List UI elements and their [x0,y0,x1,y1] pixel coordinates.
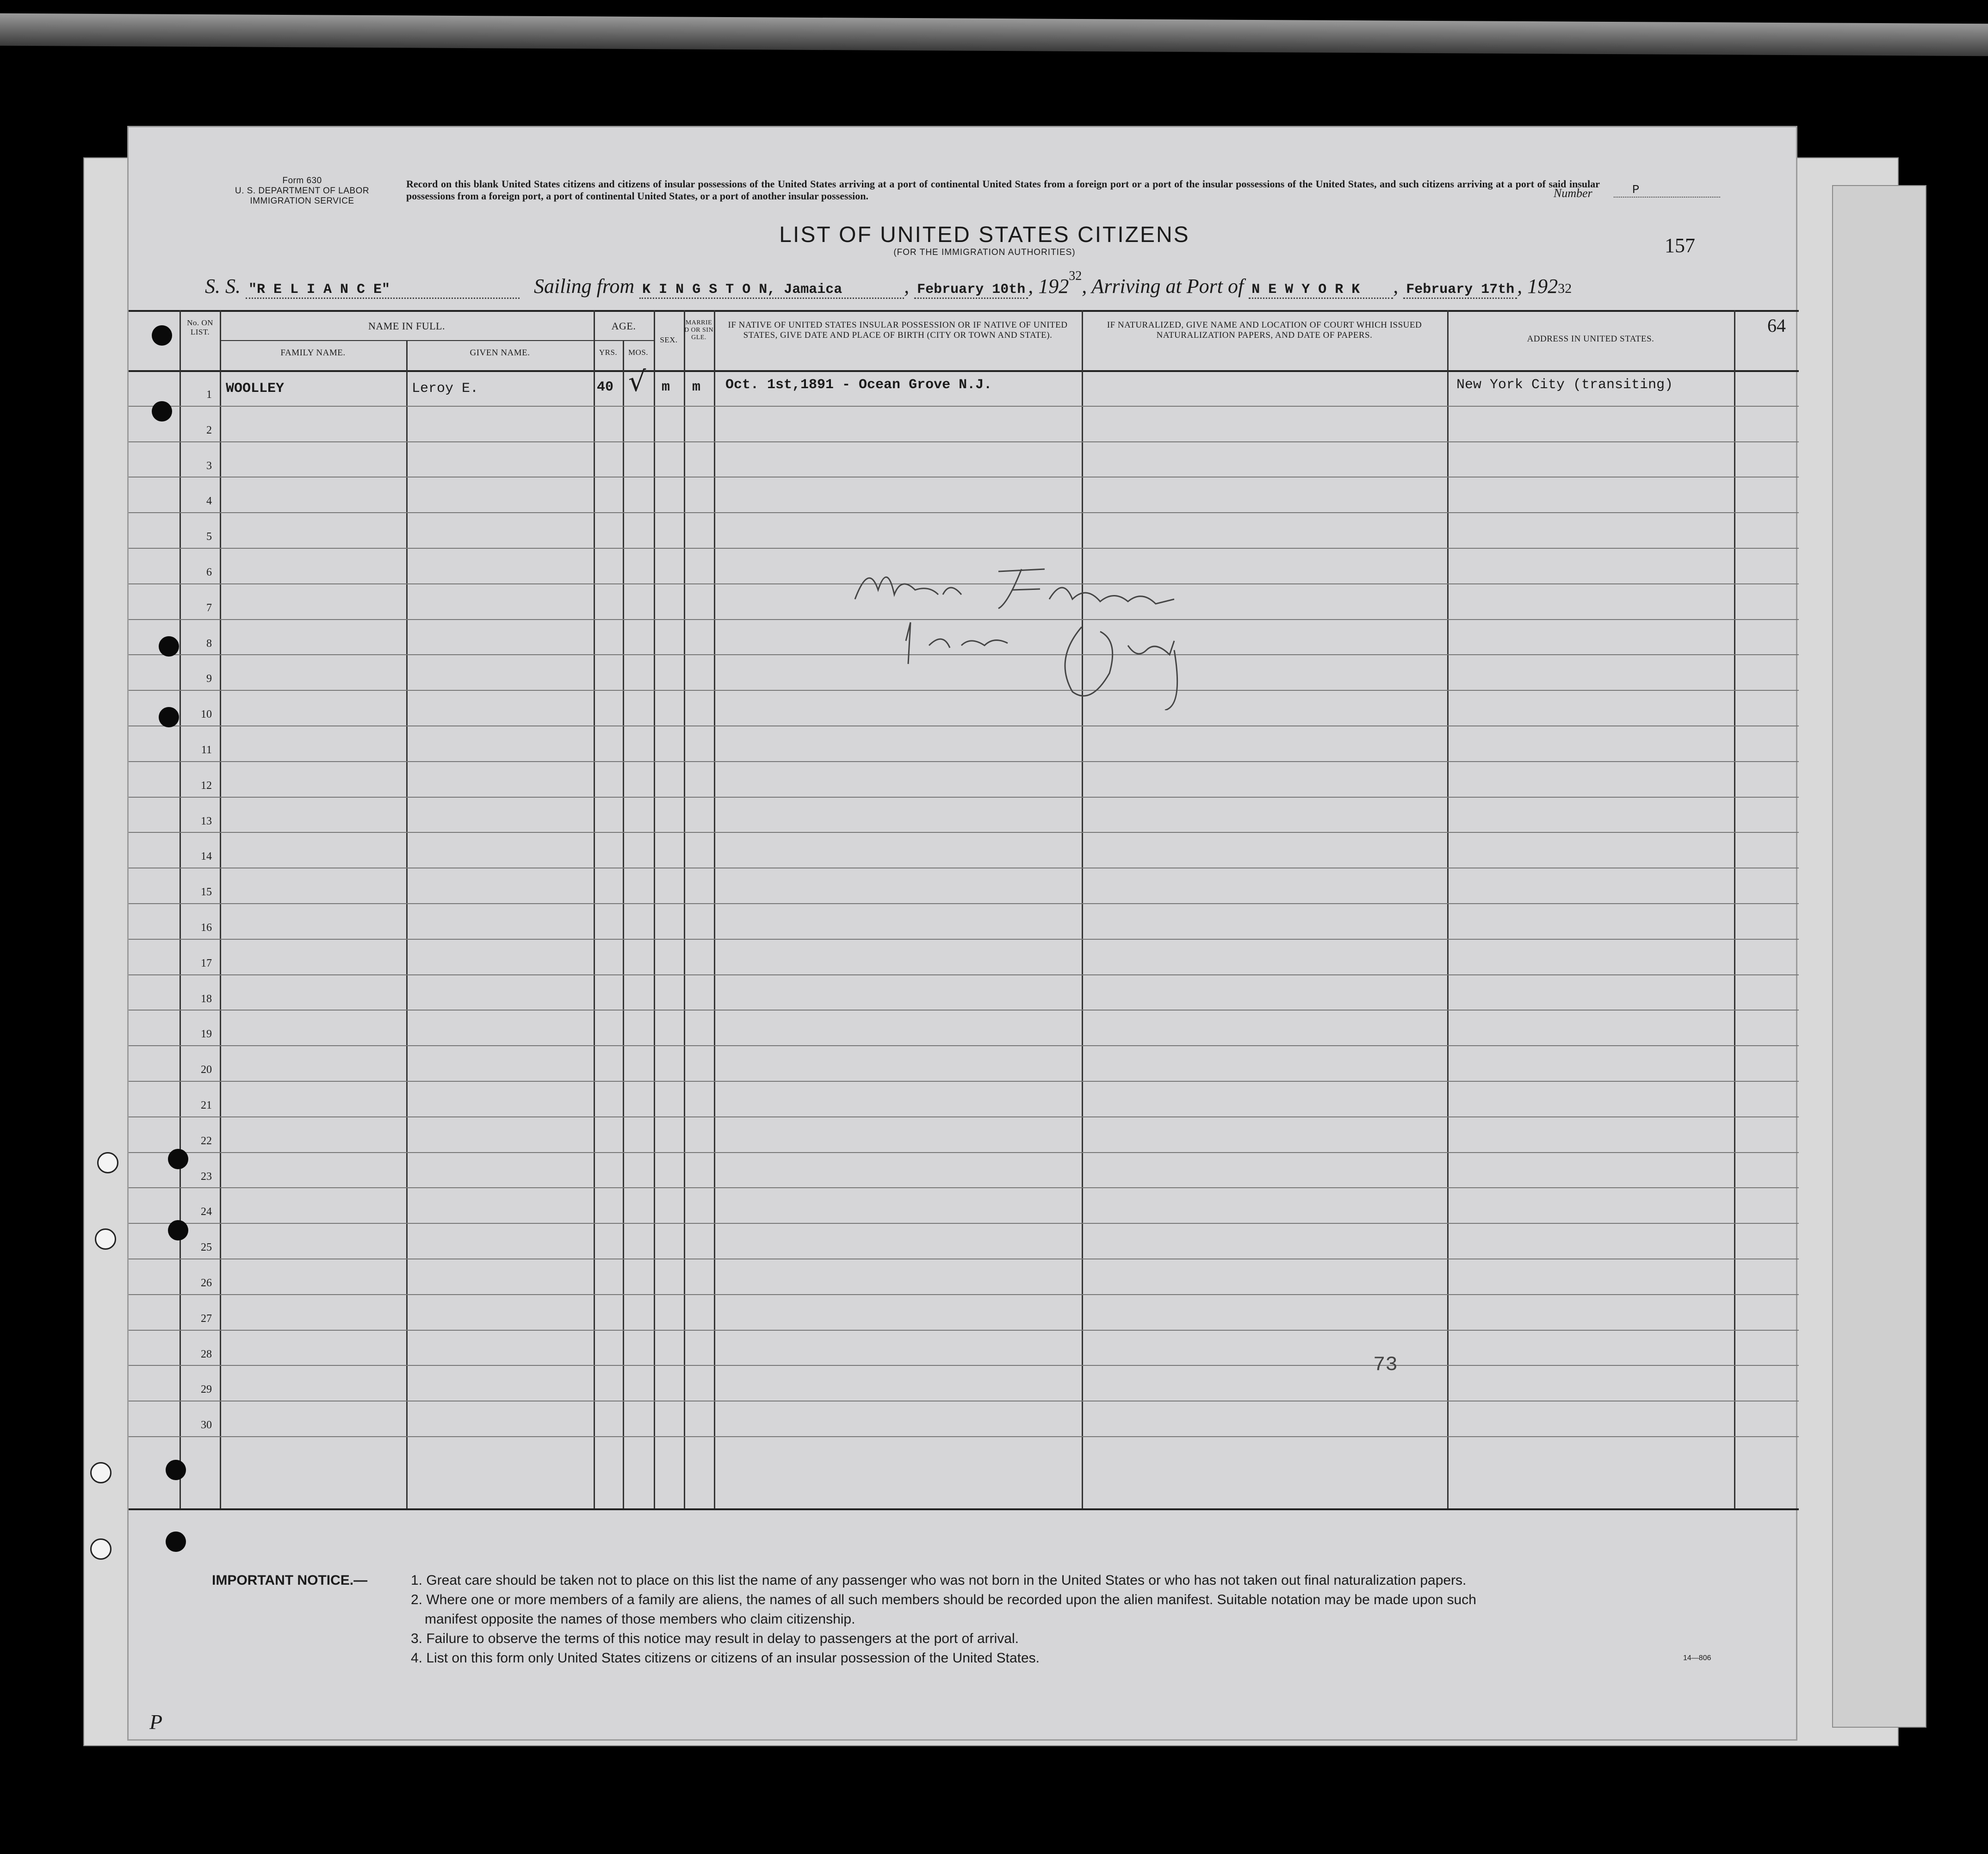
row-rule [129,441,1799,442]
notice-item-4: 4. List on this form only United States citizens or citizens of an insular possession of the United States. [411,1650,1040,1666]
row-rule [129,512,1799,513]
punch-hole [168,1220,188,1240]
punch-hole [159,707,179,727]
row-rule [129,1365,1799,1366]
row-number: 15 [201,886,212,899]
table-top-rule [129,310,1799,312]
table-bottom-rule [129,1508,1799,1510]
row-rule [129,832,1799,833]
row-number: 16 [201,922,212,934]
number-value-text: P [1632,183,1640,197]
row-rule [129,406,1799,407]
passenger-table [129,310,1799,1513]
row-number: 22 [201,1135,212,1147]
row-rule [129,1045,1799,1046]
col-header-family-name: FAMILY NAME. [280,348,346,358]
header-sub-rule [594,340,654,341]
year-suffix-2: 32 [1558,281,1572,296]
row-number: 14 [201,850,212,863]
row-number: 23 [201,1170,212,1183]
row-number: 24 [201,1206,212,1218]
col-header-naturalized: IF NATURALIZED, GIVE NAME AND LOCATION OF COURT WHICH ISSUED NATURALIZATION PAPERS, AND DATE OF PAPERS. [1107,320,1422,340]
department: U. S. DEPARTMENT OF LABOR [235,186,370,196]
row-number: 8 [206,637,212,650]
notice-item-2-cont: manifest opposite the names of those members who claim citizenship. [425,1612,855,1627]
open-punch-hole [90,1538,111,1560]
open-punch-hole [97,1152,118,1173]
header-sub-rule [220,340,594,341]
row-rule [129,1152,1799,1153]
row-number: 28 [201,1348,212,1360]
row-number: 26 [201,1277,212,1289]
voyage-line: S. S. "R E L I A N C E" Sailing from K I N G S T O N, Jamaica , February 10th , $192^{32}$, Arriving at Port of N E W Y O R K , February 17th , 19232 [205,274,1572,299]
entry-birth: Oct. 1st,1891 - Ocean Grove N.J. [725,377,992,393]
col-header-native: IF NATIVE OF UNITED STATES INSULAR POSSESSION OR IF NATIVE OF UNITED STATES, GIVE DATE AND PLACE OF BIRTH (CITY OR TOWN AND STATE). [728,320,1068,340]
entry-age-mos: √ [628,366,646,398]
arriving-label: , Arriving at Port of [1082,275,1244,298]
row-number: 9 [206,673,212,685]
row-rule [129,903,1799,904]
row-rule [129,1081,1799,1082]
punch-hole [168,1149,188,1169]
ship-name: "R E L I A N C E" [246,282,520,299]
col-header-married: MARRIED OR SINGLE. [684,319,714,341]
row-rule [129,761,1799,762]
year-prefix-1: 192 [1038,275,1069,298]
row-rule [129,548,1799,549]
year-sup-1: 32 [1069,269,1082,283]
form-code: 14—806 [1683,1654,1711,1662]
page-number: 157 [1665,234,1695,257]
row-number: 12 [201,779,212,792]
row-number: 7 [206,601,212,614]
stamp-number: 73 [1373,1353,1398,1377]
service: IMMIGRATION SERVICE [250,196,354,206]
row-number: 29 [201,1383,212,1396]
year-prefix-2: 192 [1527,275,1558,298]
form-number: Form 630 [282,176,322,186]
row-number: 10 [201,708,212,721]
col-header-yrs: YRS. [599,348,618,357]
row-rule [129,939,1799,940]
row-number: 27 [201,1312,212,1325]
row-number: 30 [201,1419,212,1432]
punch-hole [152,325,172,346]
row-number: 11 [201,744,212,756]
manifest-sheet [127,126,1797,1741]
page-title: LIST OF UNITED STATES CITIZENS [779,223,1190,247]
entry-address: New York City (transiting) [1456,377,1673,393]
row-number: 4 [206,495,212,508]
row-rule [129,725,1799,726]
entry-age-yrs: 40 [597,379,614,395]
row-number: 3 [206,459,212,472]
entry-married: m [692,379,701,395]
row-number: 25 [201,1241,212,1254]
row-number: 18 [201,992,212,1005]
to-date: February 17th [1403,282,1517,299]
col-header-mos: MOS. [628,348,649,357]
col-header-sex: SEX. [660,335,678,344]
row-rule [129,1010,1799,1011]
col-header-no: No. ON LIST. [187,318,213,336]
row-rule [129,1223,1799,1224]
punch-hole [152,401,172,422]
col-header-age: AGE. [611,320,636,332]
row-number: 13 [201,815,212,827]
to-port: N E W Y O R K [1249,282,1393,299]
row-number: 17 [201,957,212,969]
row-rule [129,1116,1799,1117]
row-number: 6 [206,566,212,578]
number-label: Number [1554,186,1592,200]
row-number: 21 [201,1099,212,1111]
row-rule [129,1187,1799,1188]
notice-item-1: 1. Great care should be taken not to place on this list the name of any passenger who was not born in the United States or who has not taken out final naturalization papers. [411,1573,1467,1588]
handwritten-annotation [850,558,1290,710]
row-rule [129,974,1799,975]
table-rows [129,370,1799,1508]
right-margin-note: 64 [1767,315,1786,336]
col-header-given-name: GIVEN NAME. [470,348,530,358]
ss-label: S. S. [205,275,241,298]
row-rule [129,1330,1799,1331]
notice-lead: IMPORTANT NOTICE.— [212,1573,368,1588]
from-port: K I N G S T O N, Jamaica [639,282,904,299]
row-rule [129,1294,1799,1295]
underlying-sheet-edge [1832,185,1926,1728]
record-instructions: Record on this blank United States citizens and citizens of insular possessions of the United States arriving at a port of continental United States from a foreign port or a port of the insular possessions of the United States, and such citizens arriving at a port of said insular possessions from a foreign port, a port of continental United States, or a port of another insular possession. [406,178,1600,202]
col-header-name: NAME IN FULL. [368,320,445,332]
sailing-label: Sailing from [534,275,635,298]
row-rule [129,797,1799,798]
from-date: February 10th [914,282,1028,299]
punch-hole [159,636,179,657]
notice-item-2: 2. Where one or more members of a family are aliens, the names of all such members should be recorded upon the alien manifest. Suitable notation may be made upon such [411,1592,1476,1607]
corner-mark: P [149,1710,163,1734]
number-value [1614,183,1720,198]
row-number: 19 [201,1028,212,1041]
col-header-address: ADDRESS IN UNITED STATES. [1527,334,1654,344]
notice-item-3: 3. Failure to observe the terms of this notice may result in delay to passengers at the port of arrival. [411,1631,1019,1646]
open-punch-hole [90,1462,111,1483]
open-punch-hole [95,1228,116,1250]
row-number: 1 [206,389,212,401]
entry-sex: m [662,379,670,395]
row-number: 5 [206,531,212,543]
scanner-top-edge [0,13,1988,56]
form-identifier [175,176,429,206]
entry-given-name: Leroy E. [412,381,479,397]
row-rule [129,1436,1799,1437]
punch-hole [166,1532,186,1552]
row-number: 20 [201,1064,212,1076]
page-subtitle: (FOR THE IMMIGRATION AUTHORITIES) [893,248,1076,257]
row-number: 2 [206,424,212,436]
punch-hole [166,1460,186,1480]
entry-family-name: WOOLLEY [226,381,285,397]
